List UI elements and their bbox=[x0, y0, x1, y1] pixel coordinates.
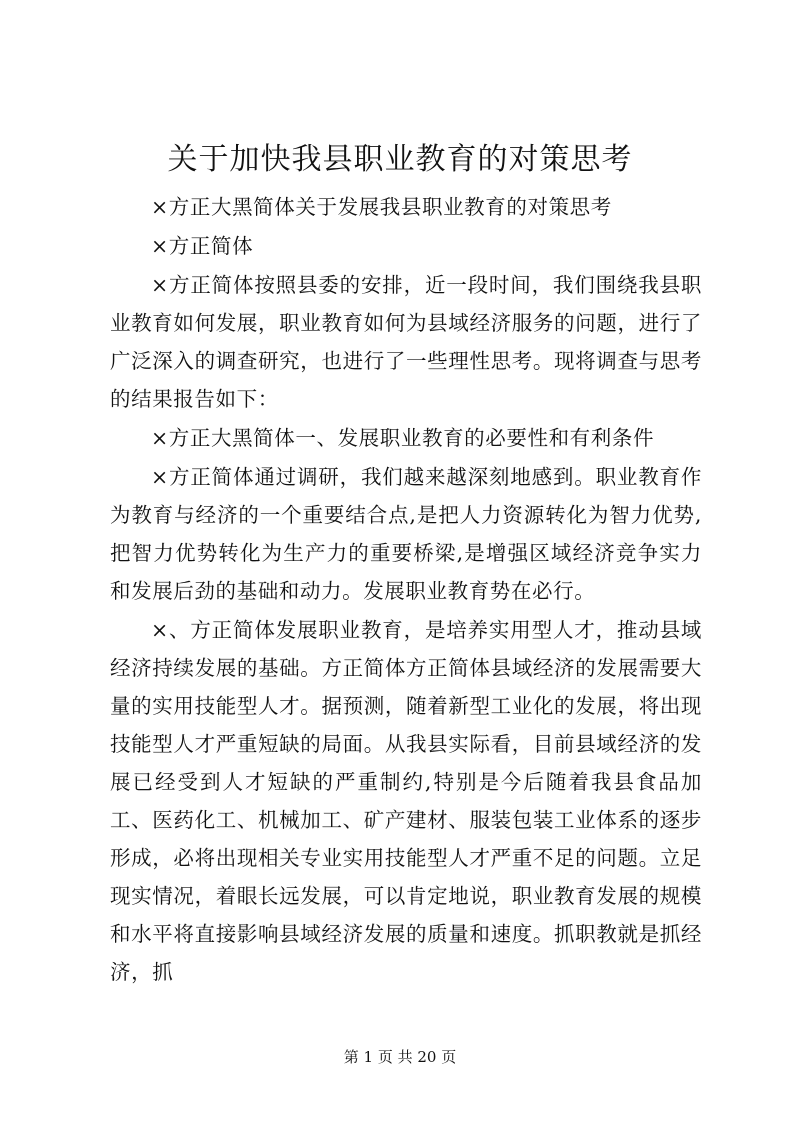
paragraph-development: ×、方正简体发展职业教育，是培养实用型人才，推动县域经济持续发展的基础。方正简体方正简体县域经济的发展需要大量的实用技能型人才。据预测，随着新型工业化的发展，将出现技能型人才严重短缺的局面。从我县实际看，目前县域经济的发展已经受到人才短缺的严重制约,特别是今后随着我县食品加工、医药化工、机械加工、矿产建材、服装包装工业体系的逐步形成，必将出现相关专业实用技能型人才严重不足的问题。立足现实情况，着眼长远发展，可以肯定地说，职业教育发展的规模和水平将直接影响县域经济发展的质量和速度。抓职教就是抓经济，抓 bbox=[110, 618, 702, 984]
document-body bbox=[110, 188, 702, 992]
paragraph-font-note: ×方正简体 bbox=[151, 234, 254, 258]
paragraph-research: ×方正简体通过调研，我们越来越深刻地感到。职业教育作为教育与经济的一个重要结合点,是把人力资源转化为智力优势,把智力优势转化为生产力的重要桥梁,是增强区域经济竞争实力和发展后劲的基础和动力。发展职业教育势在必行。 bbox=[110, 465, 702, 603]
paragraph-section-heading: ×方正大黑简体一、发展职业教育的必要性和有利条件 bbox=[151, 426, 655, 450]
page-footer: 第 1 页 共 20 页 bbox=[343, 1048, 457, 1066]
paragraph-heading: ×方正大黑简体关于发展我县职业教育的对策思考 bbox=[151, 195, 612, 219]
paragraph-intro: ×方正简体按照县委的安排，近一段时间，我们围绕我县职业教育如何发展，职业教育如何为县域经济服务的问题，进行了广泛深入的调查研究，也进行了一些理性思考。现将调查与思考的结果报告如下： bbox=[110, 273, 702, 411]
document-title: 关于加快我县职业教育的对策思考 bbox=[167, 142, 633, 177]
